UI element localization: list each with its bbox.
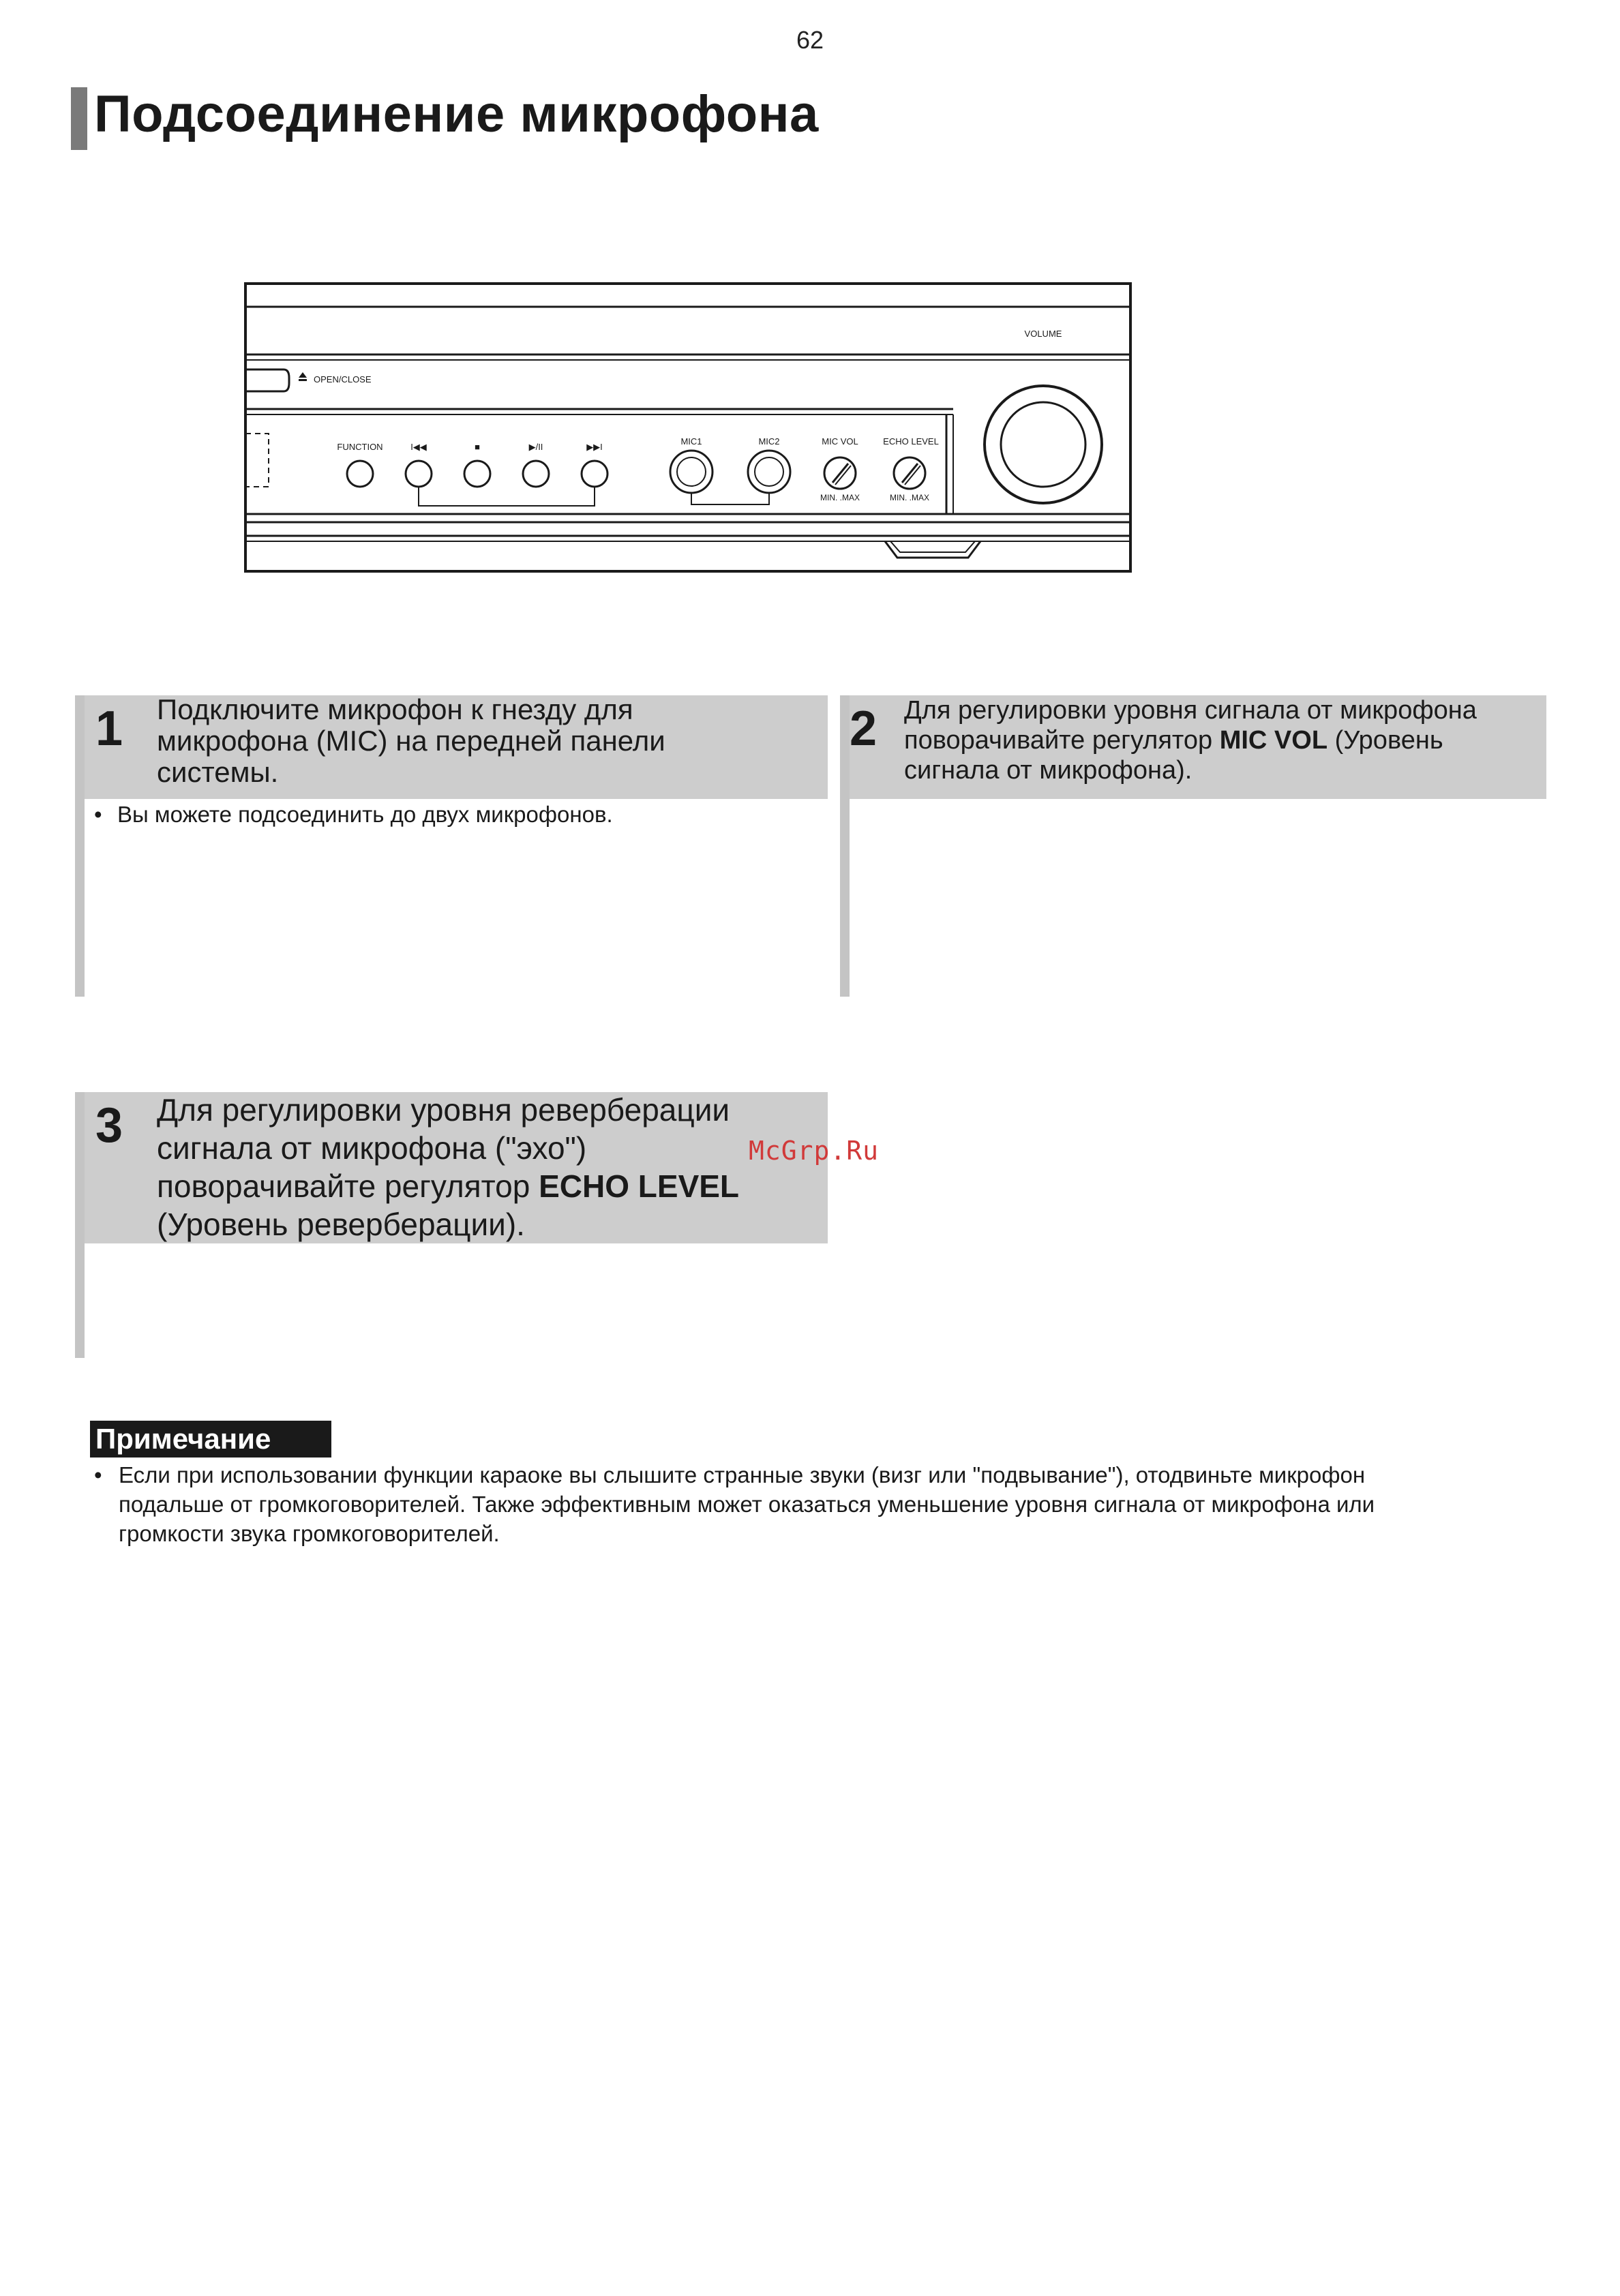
step-1-number: 1 [95,701,123,756]
mic-vol-term: MIC VOL [1219,726,1328,755]
echo-level-label: ECHO LEVEL [883,436,939,447]
title-accent-bar [71,87,87,150]
stop-label: ■ [475,442,480,452]
step-3-number: 3 [95,1098,123,1153]
note-line-1: Если при использовании функции караоке вы слышите странные звуки (визг или "подвывание"), отодвиньте микрофон [119,1462,1366,1487]
step-3-line-3a: поворачивайте регулятор [157,1168,539,1204]
next-label: ▶▶I [586,442,603,452]
step-2-line-1: Для регулировки уровня сигнала от микрофона [904,696,1477,725]
prev-label: I◀◀ [410,442,427,452]
note-text [94,1460,1544,1548]
mic-vol-label: MIC VOL [822,436,858,447]
step-3-line-4: (Уровень реверберации). [157,1207,525,1242]
step-1-rule [75,695,85,997]
volume-label: VOLUME [1024,329,1062,339]
step-3-text [157,1091,825,1243]
page-number: 62 [796,26,824,54]
mic2-label: MIC2 [758,436,780,447]
step-1-bullet: • Вы можете подсоединить до двух микрофонов. [94,802,840,828]
mic-vol-range-label: MIN. .MAX [820,493,860,502]
step-2-line-3: сигнала от микрофона). [904,756,1192,785]
open-close-label: OPEN/CLOSE [314,374,372,384]
front-panel-illustration [244,282,1132,573]
page-title: Подсоединение микрофона [94,85,819,143]
step-2-text [904,695,1545,785]
step-3-line-1: Для регулировки уровня реверберации [157,1092,730,1128]
watermark: McGrp.Ru [749,1136,880,1166]
play-pause-label: ▶/II [528,442,543,452]
mic1-label: MIC1 [680,436,702,447]
note-label: Примечание [90,1421,331,1457]
function-label: FUNCTION [337,442,383,452]
echo-level-range-label: MIN. .MAX [889,493,930,502]
step-2-line-2a: поворачивайте регулятор [904,726,1220,755]
step-1-line-2: микрофона (MIC) на передней панели [157,725,665,757]
step-2-rule [840,695,850,997]
note-line-2: подальше от громкоговорителей. Также эффективным может оказаться уменьшение уровня сигнала от микрофона или [119,1492,1375,1517]
step-3-line-2: сигнала от микрофона ("эхо") [157,1130,587,1166]
step-1-line-3: системы. [157,756,279,788]
echo-level-term: ECHO LEVEL [539,1168,740,1204]
step-2-line-2b: (Уровень [1328,726,1443,755]
note-line-3: громкости звука громкоговорителей. [119,1521,500,1546]
step-1-line-1: Подключите микрофон к гнезду для [157,693,633,725]
step-2-number: 2 [850,701,877,756]
step-3-rule [75,1092,85,1358]
step-1-text [157,694,825,788]
